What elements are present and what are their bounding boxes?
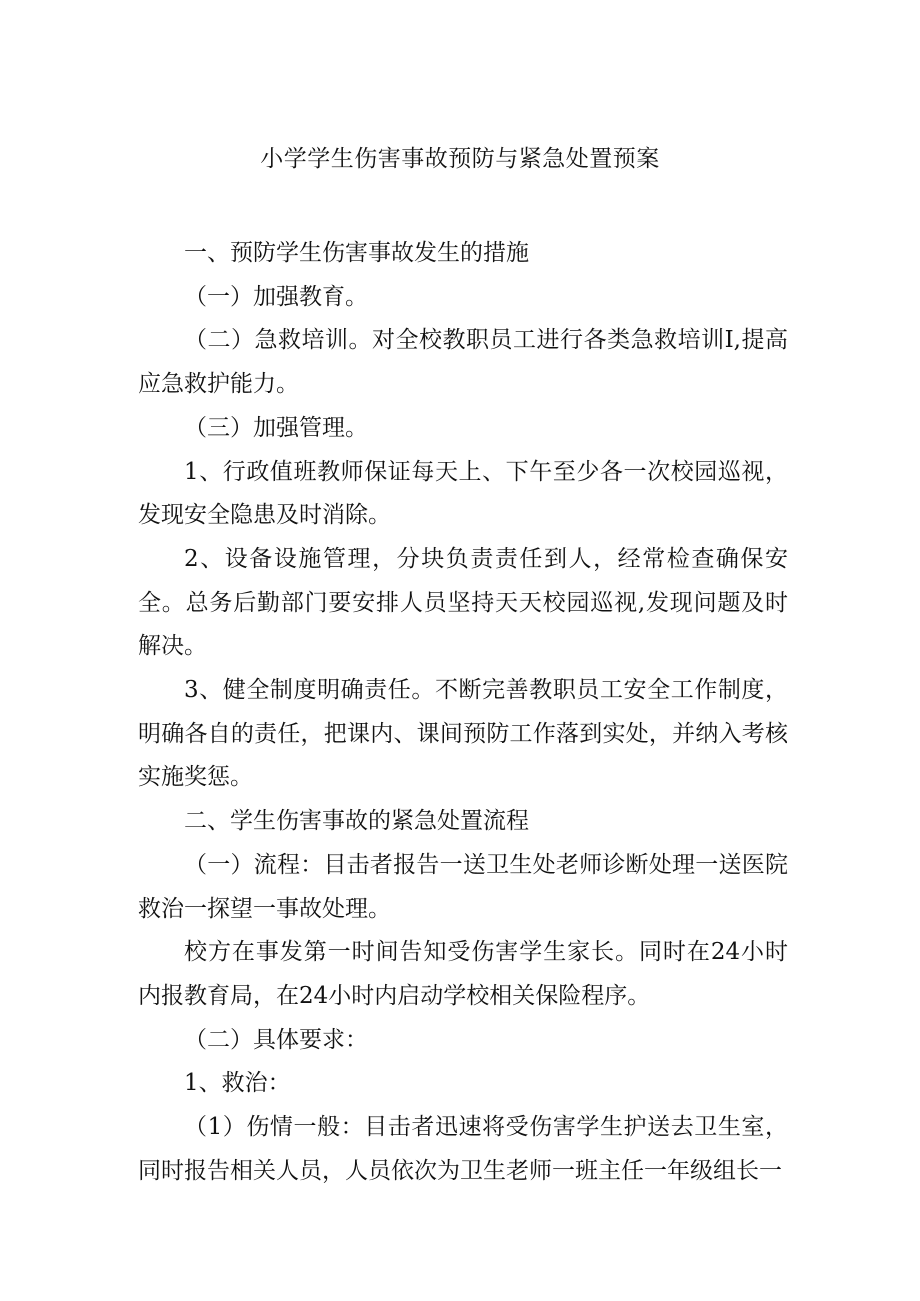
subsection-heading: （一）加强教育。 (184, 283, 368, 310)
paragraph: （二）急救培训。对全校教职员工进行各类急救培训I,提高应急救护能力。 (138, 327, 788, 398)
subsection-heading: （二）具体要求： (184, 1026, 368, 1053)
paragraph: （1）伤情一般：目击者迅速将受伤害学生护送去卫生室，同时报告相关人员，人员依次为卫生老师一班主任一年级组长一 (138, 1114, 788, 1184)
paragraph: 1、行政值班教师保证每天上、下午至少各一次校园巡视，发现安全隐患及时消除。 (138, 458, 788, 529)
paragraph: 校方在事发第一时间告知受伤害学生家长。同时在24小时内报教育局，在24小时内启动学校相关保险程序。 (138, 939, 788, 1009)
section-heading: 一、预防学生伤害事故发生的措施 (184, 240, 529, 266)
paragraph: 2、设备设施管理，分块负责责任到人，经常检查确保安全。总务后勤部门要安排人员坚持天天校园巡视,发现问题及时解决。 (138, 545, 788, 660)
document-title: 小学学生伤害事故预防与紧急处置预案 (260, 146, 660, 172)
paragraph: （一）流程：目击者报告一送卫生处老师诊断处理一送医院救治一探望一事故处理。 (138, 851, 788, 922)
paragraph: 3、健全制度明确责任。不断完善教职员工安全工作制度，明确各自的责任，把课内、课间预防工作落到实处，并纳入考核实施奖惩。 (138, 677, 788, 791)
paragraph: 1、救治： (184, 1070, 291, 1097)
subsection-heading: （三）加强管理。 (184, 414, 368, 441)
document-body (138, 232, 788, 1193)
section-heading: 二、学生伤害事故的紧急处置流程 (184, 808, 529, 835)
